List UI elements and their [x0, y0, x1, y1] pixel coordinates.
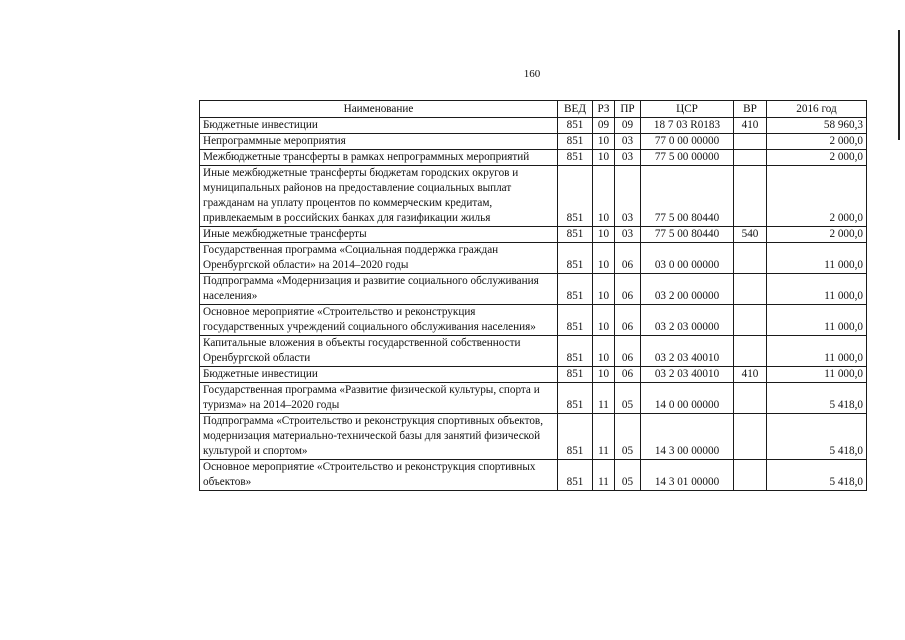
table-row [200, 118, 867, 134]
cell-vr [734, 460, 767, 491]
table-row [200, 414, 867, 460]
cell-csr: 03 2 03 40010 [641, 336, 734, 367]
cell-name: Государственная программа «Социальная поддержка граждан Оренбургской области» на 2014–2020 годы [200, 243, 558, 274]
cell-csr: 18 7 03 R0183 [641, 118, 734, 134]
page-number: 160 [523, 68, 541, 80]
cell-pr: 06 [615, 305, 641, 336]
cell-rz: 11 [593, 414, 615, 460]
table-row [200, 336, 867, 367]
cell-vr [734, 166, 767, 227]
cell-pr: 03 [615, 134, 641, 150]
cell-amount: 5 418,0 [767, 414, 867, 460]
cell-pr: 06 [615, 243, 641, 274]
cell-amount: 2 000,0 [767, 227, 867, 243]
cell-pr: 06 [615, 336, 641, 367]
header-csr: ЦСР [641, 101, 734, 118]
table-row [200, 150, 867, 166]
cell-rz: 11 [593, 460, 615, 491]
cell-rz: 10 [593, 305, 615, 336]
cell-amount: 2 000,0 [767, 134, 867, 150]
cell-rz: 10 [593, 134, 615, 150]
cell-ved: 851 [558, 274, 593, 305]
table-header-row [200, 101, 867, 118]
cell-rz: 10 [593, 150, 615, 166]
cell-rz: 10 [593, 243, 615, 274]
cell-vr [734, 243, 767, 274]
cell-vr [734, 150, 767, 166]
cell-name: Бюджетные инвестиции [200, 118, 558, 134]
cell-pr: 05 [615, 383, 641, 414]
cell-ved: 851 [558, 150, 593, 166]
table-row [200, 367, 867, 383]
table-row [200, 134, 867, 150]
cell-name: Бюджетные инвестиции [200, 367, 558, 383]
cell-amount: 11 000,0 [767, 274, 867, 305]
cell-pr: 03 [615, 166, 641, 227]
cell-vr: 540 [734, 227, 767, 243]
cell-csr: 03 2 03 00000 [641, 305, 734, 336]
cell-name: Подпрограмма «Модернизация и развитие социального обслуживания населения» [200, 274, 558, 305]
cell-pr: 06 [615, 274, 641, 305]
cell-amount: 11 000,0 [767, 243, 867, 274]
cell-amount: 11 000,0 [767, 305, 867, 336]
table-row [200, 227, 867, 243]
cell-ved: 851 [558, 383, 593, 414]
cell-ved: 851 [558, 118, 593, 134]
cell-pr: 09 [615, 118, 641, 134]
cell-vr: 410 [734, 367, 767, 383]
cell-ved: 851 [558, 367, 593, 383]
table-row [200, 166, 867, 227]
table-row [200, 460, 867, 491]
cell-ved: 851 [558, 336, 593, 367]
header-vr: ВР [734, 101, 767, 118]
cell-rz: 10 [593, 274, 615, 305]
cell-csr: 03 0 00 00000 [641, 243, 734, 274]
cell-ved: 851 [558, 166, 593, 227]
cell-name: Межбюджетные трансферты в рамках непрограммных мероприятий [200, 150, 558, 166]
header-name: Наименование [200, 101, 558, 118]
cell-amount: 2 000,0 [767, 166, 867, 227]
cell-name: Государственная программа «Развитие физической культуры, спорта и туризма» на 2014–2020 годы [200, 383, 558, 414]
cell-ved: 851 [558, 414, 593, 460]
cell-vr [734, 336, 767, 367]
cell-pr: 03 [615, 227, 641, 243]
cell-name: Подпрограмма «Строительство и реконструкция спортивных объектов, модернизация материально-технической базы для занятий физической культурой и спортом» [200, 414, 558, 460]
cell-name: Основное мероприятие «Строительство и реконструкция спортивных объектов» [200, 460, 558, 491]
cell-csr: 03 2 03 40010 [641, 367, 734, 383]
cell-name: Основное мероприятие «Строительство и реконструкция государственных учреждений социального обслуживания населения» [200, 305, 558, 336]
cell-ved: 851 [558, 305, 593, 336]
header-rz: РЗ [593, 101, 615, 118]
cell-vr [734, 274, 767, 305]
cell-csr: 03 2 00 00000 [641, 274, 734, 305]
cell-amount: 5 418,0 [767, 460, 867, 491]
cell-vr: 410 [734, 118, 767, 134]
table-body [200, 118, 867, 491]
cell-vr [734, 383, 767, 414]
cell-rz: 11 [593, 383, 615, 414]
cell-amount: 11 000,0 [767, 336, 867, 367]
cell-rz: 10 [593, 166, 615, 227]
cell-ved: 851 [558, 243, 593, 274]
table-row [200, 243, 867, 274]
table-row [200, 383, 867, 414]
cell-amount: 2 000,0 [767, 150, 867, 166]
cell-name: Непрограммные мероприятия [200, 134, 558, 150]
cell-vr [734, 305, 767, 336]
cell-csr: 14 3 00 00000 [641, 414, 734, 460]
cell-name: Иные межбюджетные трансферты [200, 227, 558, 243]
cell-csr: 77 0 00 00000 [641, 134, 734, 150]
cell-csr: 14 3 01 00000 [641, 460, 734, 491]
cell-csr: 77 5 00 80440 [641, 166, 734, 227]
table-row [200, 305, 867, 336]
cell-rz: 10 [593, 336, 615, 367]
cell-name: Капитальные вложения в объекты государственной собственности Оренбургской области [200, 336, 558, 367]
cell-ved: 851 [558, 227, 593, 243]
cell-vr [734, 134, 767, 150]
cell-amount: 11 000,0 [767, 367, 867, 383]
cell-csr: 77 5 00 80440 [641, 227, 734, 243]
cell-vr [734, 414, 767, 460]
cell-amount: 58 960,3 [767, 118, 867, 134]
cell-rz: 10 [593, 227, 615, 243]
cell-pr: 05 [615, 460, 641, 491]
cell-csr: 77 5 00 00000 [641, 150, 734, 166]
scan-edge-mark [898, 30, 900, 140]
cell-amount: 5 418,0 [767, 383, 867, 414]
cell-pr: 05 [615, 414, 641, 460]
budget-table [199, 100, 867, 491]
cell-csr: 14 0 00 00000 [641, 383, 734, 414]
cell-pr: 06 [615, 367, 641, 383]
cell-pr: 03 [615, 150, 641, 166]
cell-ved: 851 [558, 460, 593, 491]
header-ved: ВЕД [558, 101, 593, 118]
cell-rz: 10 [593, 367, 615, 383]
table-row [200, 274, 867, 305]
cell-ved: 851 [558, 134, 593, 150]
header-year: 2016 год [767, 101, 867, 118]
header-pr: ПР [615, 101, 641, 118]
cell-rz: 09 [593, 118, 615, 134]
cell-name: Иные межбюджетные трансферты бюджетам городских округов и муниципальных районов на предоставление социальных выплат гражданам на уплату процентов по коммерческим кредитам, привлекаемым в российских банках для газификации жилья [200, 166, 558, 227]
